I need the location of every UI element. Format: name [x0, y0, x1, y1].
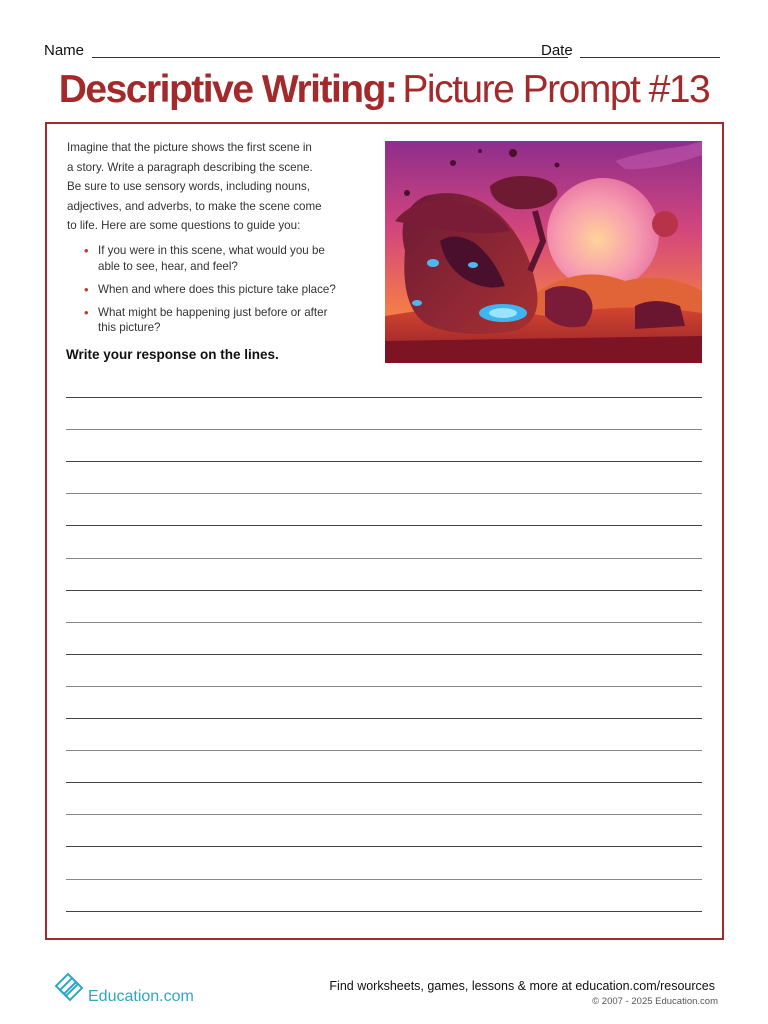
alien-planet-illustration	[385, 141, 702, 363]
instruction-line: adjectives, and adverbs, to make the scene come	[67, 199, 322, 213]
writing-line[interactable]	[66, 590, 702, 591]
question-item	[84, 282, 374, 298]
question-line: What might be happening just before or after	[98, 305, 328, 319]
page-title	[0, 68, 768, 112]
writing-line[interactable]	[66, 814, 702, 815]
writing-line[interactable]	[66, 718, 702, 719]
question-line: If you were in this scene, what would you be	[98, 244, 325, 257]
instruction-line: a story. Write a paragraph describing the scene.	[67, 160, 313, 174]
title-bold: Descriptive Writing:	[58, 68, 397, 111]
date-label: Date	[541, 42, 573, 59]
question-line: able to see, hear, and feel?	[98, 259, 238, 273]
writing-line[interactable]	[66, 558, 702, 559]
bullet-icon: •	[84, 281, 89, 297]
name-field[interactable]	[92, 57, 568, 58]
date-field[interactable]	[580, 57, 720, 58]
writing-line[interactable]	[66, 461, 702, 462]
guiding-questions	[84, 243, 374, 343]
instructions-paragraph	[67, 138, 367, 236]
question-item	[84, 243, 374, 274]
writing-line[interactable]	[66, 429, 702, 430]
alien-planet-picture	[385, 141, 702, 363]
education-logo	[52, 972, 212, 1012]
bullet-icon: •	[84, 304, 89, 320]
writing-line[interactable]	[66, 782, 702, 783]
writing-line[interactable]	[66, 397, 702, 398]
writing-line[interactable]	[66, 879, 702, 880]
instruction-line: Imagine that the picture shows the first scene in	[67, 141, 312, 154]
instruction-line: Be sure to use sensory words, including nouns,	[67, 180, 310, 193]
writing-line[interactable]	[66, 525, 702, 526]
instruction-line: to life. Here are some questions to guide you:	[67, 219, 301, 232]
writing-line[interactable]	[66, 622, 702, 623]
footer-tagline[interactable]: Find worksheets, games, lessons & more at education.com/resources	[329, 979, 715, 993]
writing-line[interactable]	[66, 686, 702, 687]
name-date-row	[44, 40, 724, 62]
bullet-icon: •	[84, 243, 89, 258]
copyright: © 2007 - 2025 Education.com	[592, 996, 718, 1007]
writing-line[interactable]	[66, 493, 702, 494]
writing-line[interactable]	[66, 750, 702, 751]
writing-line[interactable]	[66, 846, 702, 847]
writing-line[interactable]	[66, 911, 702, 912]
name-label: Name	[44, 42, 85, 59]
writing-line[interactable]	[66, 654, 702, 655]
question-line: When and where does this picture take place?	[98, 282, 336, 296]
title-light: Picture Prompt #13	[402, 68, 710, 111]
education-logo-icon	[52, 972, 86, 1006]
question-line: this picture?	[98, 321, 161, 335]
response-instruction: Write your response on the lines.	[66, 347, 279, 362]
question-item	[84, 305, 374, 336]
writing-lines[interactable]	[66, 380, 702, 920]
brand-name: Education.com	[88, 988, 194, 1005]
